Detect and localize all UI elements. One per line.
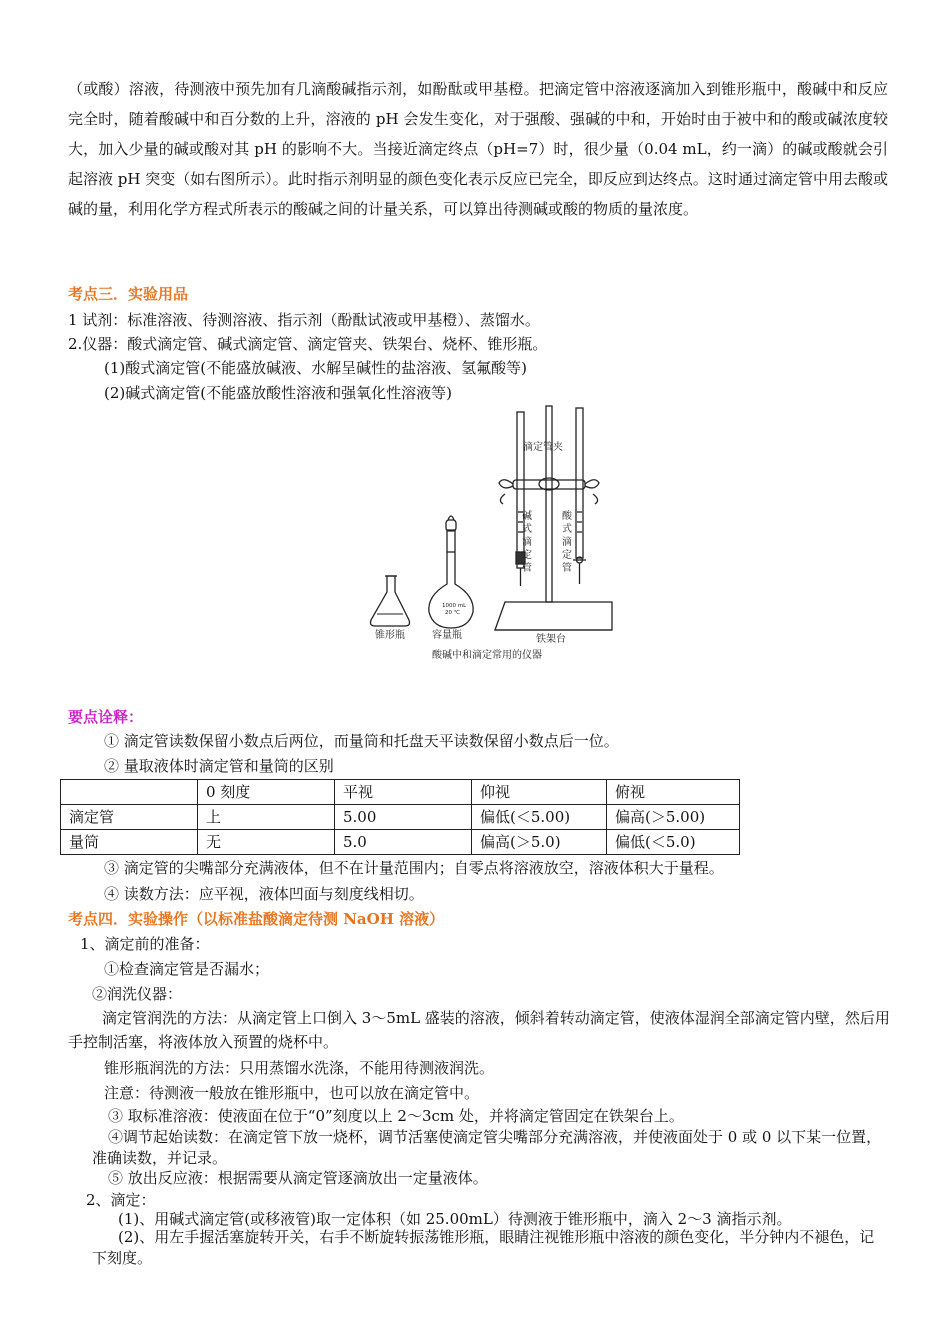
table-cell: 量筒 — [61, 830, 198, 855]
prep-step-3: ③ 取标准溶液：使液面在位于“0”刻度以上 2～3cm 处，并将滴定管固定在铁架台上。 — [108, 1107, 684, 1125]
section-4-heading: 考点四．实验操作（以标准盐酸滴定待测 NaOH 溶液） — [68, 910, 445, 928]
table-cell: 偏高(＞5.0) — [472, 830, 607, 855]
prep-step-5: ⑤ 放出反应液：根据需要从滴定管逐滴放出一定量液体。 — [108, 1169, 488, 1187]
table-header-cell — [61, 780, 198, 805]
titration-step-2: (2)、用左手握活塞旋转开关，右手不断旋转振荡锥形瓶，眼睛注视锥形瓶中溶液的颜色变化，半分钟内不褪色，记下刻度。 — [92, 1228, 875, 1267]
reagents-line: 1 试剂：标准溶液、待测溶液、指示剂（酚酞试液或甲基橙）、蒸馏水。 — [68, 311, 540, 329]
volumetric-label: 容量瓶 — [432, 630, 462, 641]
table-header-cell: 平视 — [335, 780, 472, 805]
stand-label: 铁架台 — [536, 634, 566, 645]
flask-label: 锥形瓶 — [375, 630, 405, 641]
burette-cylinder-table — [60, 779, 740, 855]
table-cell: 5.00 — [335, 805, 472, 830]
table-header-cell: 0 刻度 — [198, 780, 335, 805]
prep-step-4: ④调节起始读数：在滴定管下放一烧杯，调节活塞使滴定管尖嘴部分充满溶液，并使液面处于 0 或 0 以下某一位置，准确读数，并记录。 — [92, 1128, 882, 1167]
section-3-heading: 考点三．实验用品 — [68, 285, 189, 303]
table-cell: 滴定管 — [61, 805, 198, 830]
note-4: ④ 读数方法：应平视，液体凹面与刻度线相切。 — [104, 885, 424, 903]
apparatus-drawing — [355, 402, 625, 670]
instruments-line: 2.仪器：酸式滴定管、碱式滴定管、滴定管夹、铁架台、烧杯、锥形瓶。 — [68, 335, 548, 353]
table-cell: 无 — [198, 830, 335, 855]
base-burette-label: 碱式滴定管 — [522, 511, 532, 574]
table-cell: 偏高(＞5.00) — [607, 805, 740, 830]
titration-apparatus-figure — [355, 402, 625, 670]
table-header-cell: 俯视 — [607, 780, 740, 805]
caution-line: 注意：待测液一般放在锥形瓶中，也可以放在滴定管中。 — [104, 1084, 480, 1102]
figure-caption: 酸碱中和滴定常用的仪器 — [432, 650, 542, 661]
titration-step-1: (1)、用碱式滴定管(或移液管)取一定体积（如 25.00mL）待测液于锥形瓶中，滴入 2～3 滴指示剂。 — [118, 1210, 792, 1228]
conical-flask — [371, 576, 410, 626]
table-cell: 上 — [198, 805, 335, 830]
acid-burette-label: 酸式滴定管 — [562, 511, 572, 574]
note-1: ① 滴定管读数保留小数点后两位，而量筒和托盘天平读数保留小数点后一位。 — [104, 732, 619, 750]
base-burette-note: (2)碱式滴定管(不能盛放酸性溶液和强氧化性溶液等) — [104, 384, 452, 402]
stand-rod — [546, 406, 552, 602]
table-header-cell: 仰视 — [472, 780, 607, 805]
stand-base — [495, 602, 612, 630]
volumetric-mark-2: 20 ℃ — [445, 610, 460, 616]
rinse-flask-line: 锥形瓶润洗的方法：只用蒸馏水洗涤，不能用待测液润洗。 — [104, 1059, 495, 1077]
table-cell: 5.0 — [335, 830, 472, 855]
table-row — [61, 830, 740, 855]
prep-heading: 1、滴定前的准备： — [80, 935, 210, 953]
intro-paragraph: （或酸）溶液，待测液中预先加有几滴酸碱指示剂，如酚酞或甲基橙。把滴定管中溶液逐滴加入到锥形瓶中，酸碱中和反应完全时，随着酸碱中和百分数的上升，溶液的 pH 会发生变化，对于强酸、强碱的中和，开始时由于被中和的酸或碱浓度较大，加入少量的碱或酸对其 pH 的影响不大。当接近滴定终点（pH=7）时，很少量（0.04 mL，约一滴）的碱或酸就会引起溶液 pH 突变（如右图所示）。此时指示剂明显的颜色变化表示反应已完全，即反应到达终点。这时通过滴定管中用去酸或碱的量，利用化学方程式所表示的酸碱之间的计量关系，可以算出待测碱或酸的物质的量浓度。 — [68, 80, 888, 218]
rinse-burette-paragraph: 滴定管润洗的方法：从滴定管上口倒入 3～5mL 盛装的溶液，倾斜着转动滴定管，使液体湿润全部滴定管内壁，然后用手控制活塞，将液体放入预置的烧杯中。 — [68, 1009, 890, 1051]
table-cell: 偏低(＜5.00) — [472, 805, 607, 830]
prep-step-2: ②润洗仪器： — [92, 985, 183, 1003]
table-header-row — [61, 780, 740, 805]
notes-heading: 要点诠释： — [68, 708, 144, 726]
clamp-label: 滴定管夹 — [523, 442, 563, 453]
titration-heading: 2、滴定： — [86, 1191, 156, 1209]
table-row — [61, 805, 740, 830]
volumetric-mark-1: 1000 mL — [442, 603, 467, 609]
acid-burette-note: (1)酸式滴定管(不能盛放碱液、水解呈碱性的盐溶液、氢氟酸等) — [104, 359, 527, 377]
prep-step-1: ①检查滴定管是否漏水； — [104, 960, 270, 978]
note-2: ② 量取液体时滴定管和量筒的区别 — [104, 757, 334, 775]
table-cell: 偏低(＜5.0) — [607, 830, 740, 855]
note-3: ③ 滴定管的尖嘴部分充满液体，但不在计量范围内；自零点将溶液放空，溶液体积大于量程。 — [104, 859, 724, 877]
